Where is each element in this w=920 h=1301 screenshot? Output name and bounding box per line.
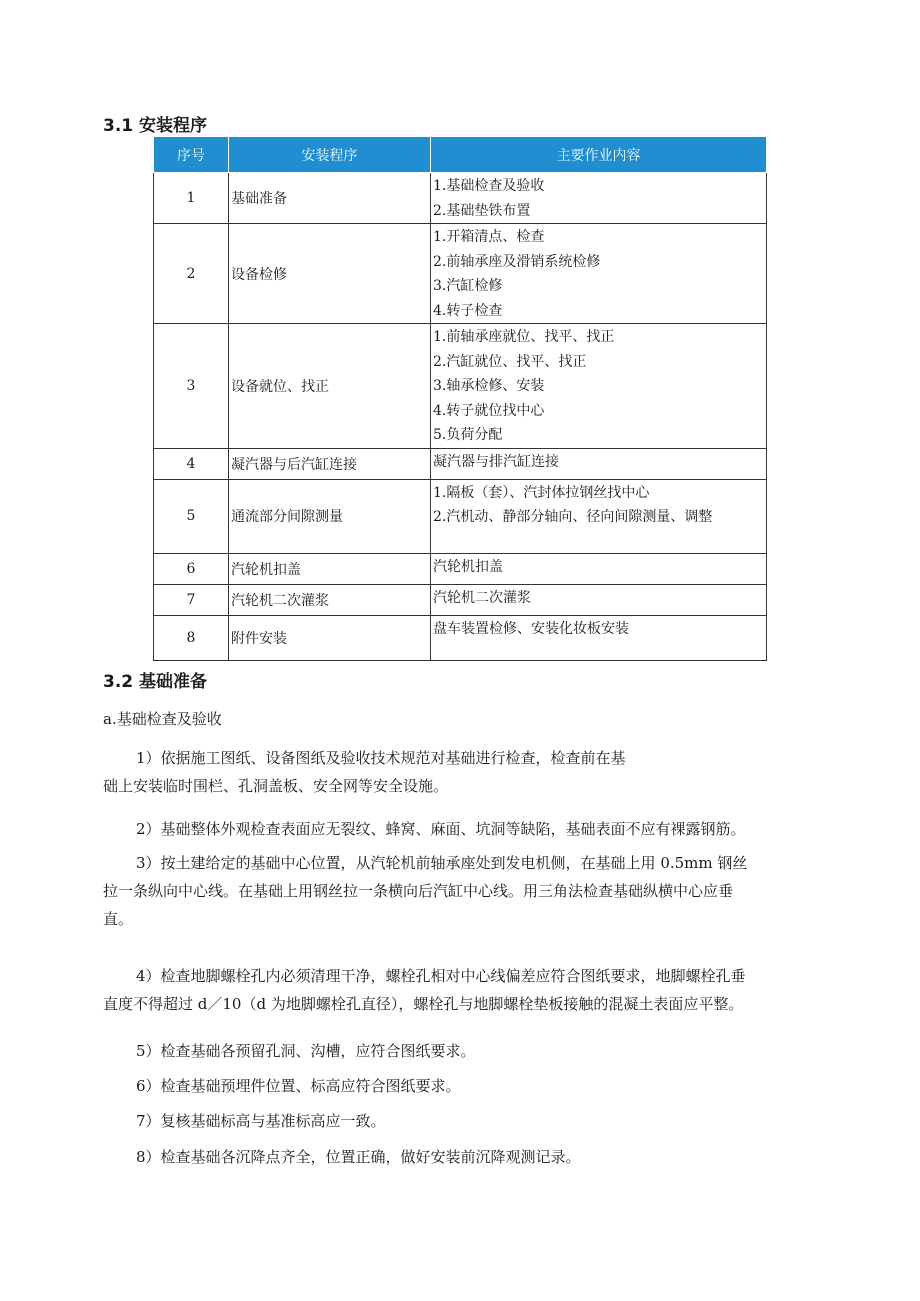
row-step: 附件安装 — [229, 615, 431, 660]
row-content — [431, 173, 767, 224]
content-item: 2.前轴承座及滑销系统检修 — [433, 253, 601, 270]
row-content — [431, 584, 767, 615]
table-row — [154, 584, 767, 615]
row-number: 2 — [154, 224, 229, 324]
section-3-2-title: 3.2 基础准备 — [103, 672, 208, 692]
table-row — [154, 479, 767, 553]
row-number: 4 — [154, 448, 229, 479]
paragraph-1: 1）依据施工图纸、设备图纸及验收技术规范对基础进行检查，检查前在基 础上安装临时围栏、孔洞盖板、安全网等安全设施。 — [103, 749, 626, 795]
content-item: 2.基础垫铁布置 — [433, 202, 531, 219]
paragraph-8: 8）检查基础各沉降点齐全，位置正确，做好安装前沉降观测记录。 — [136, 1148, 581, 1166]
paragraph-7: 7）复核基础标高与基准标高应一致。 — [136, 1112, 386, 1130]
content-item: 汽轮机扣盖 — [433, 558, 503, 575]
install-procedure-table — [153, 136, 767, 661]
content-item: 5.负荷分配 — [433, 427, 503, 443]
content-item: 凝汽器与排汽缸连接 — [433, 453, 559, 470]
section-3-1-title: 3.1 安装程序 — [103, 116, 208, 136]
table-row — [154, 224, 767, 324]
header-step: 安装程序 — [229, 137, 431, 173]
row-content — [431, 553, 767, 584]
header-no: 序号 — [154, 137, 229, 173]
row-number: 3 — [154, 324, 229, 449]
row-content — [431, 448, 767, 479]
row-step: 设备检修 — [229, 224, 431, 324]
paragraph-2: 2）基础整体外观检查表面应无裂纹、蜂窝、麻面、坑洞等缺陷，基础表面不应有裸露钢筋。 — [136, 820, 746, 838]
paragraph-5: 5）检查基础各预留孔洞、沟槽，应符合图纸要求。 — [136, 1042, 476, 1060]
row-content — [431, 615, 767, 660]
content-item: 1.基础检查及验收 — [433, 178, 545, 194]
content-item: 2.汽机动、静部分轴向、径向间隙测量、调整 — [433, 509, 713, 525]
content-item: 3.轴承检修、安装 — [433, 378, 545, 394]
content-item: 4.转子检查 — [433, 302, 503, 319]
table-row — [154, 553, 767, 584]
header-content: 主要作业内容 — [431, 137, 767, 173]
row-number: 7 — [154, 584, 229, 615]
content-item: 盘车装置检修、安装化妆板安装 — [433, 620, 629, 637]
content-item: 1.前轴承座就位、找平、找正 — [433, 329, 615, 345]
content-item: 2.汽缸就位、找平、找正 — [433, 353, 587, 370]
row-content — [431, 324, 767, 449]
row-step: 通流部分间隙测量 — [229, 479, 431, 553]
table-row — [154, 448, 767, 479]
table-row — [154, 324, 767, 449]
table-row — [154, 615, 767, 660]
row-number: 8 — [154, 615, 229, 660]
paragraph-6: 6）检查基础预埋件位置、标高应符合图纸要求。 — [136, 1077, 461, 1095]
row-step: 凝汽器与后汽缸连接 — [229, 448, 431, 479]
paragraph-4: 4）检查地脚螺栓孔内必须清理干净，螺栓孔相对中心线偏差应符合图纸要求，地脚螺栓孔垂 直度不得超过 d／10（d 为地脚螺栓孔直径），螺栓孔与地脚螺栓垫板接触的混凝土表面应平整。 — [103, 967, 746, 1013]
row-step: 汽轮机扣盖 — [229, 553, 431, 584]
row-number: 1 — [154, 173, 229, 224]
table-row — [154, 173, 767, 224]
content-item: 4.转子就位找中心 — [433, 402, 545, 419]
row-step: 基础准备 — [229, 173, 431, 224]
row-step: 汽轮机二次灌浆 — [229, 584, 431, 615]
content-item: 1.隔板（套）、汽封体拉钢丝找中心 — [433, 484, 650, 501]
row-content — [431, 224, 767, 324]
table-header-row — [154, 137, 767, 173]
row-step: 设备就位、找正 — [229, 324, 431, 449]
subsection-title: a.基础检查及验收 — [103, 710, 222, 728]
content-item: 3.汽缸检修 — [433, 278, 503, 294]
row-number: 5 — [154, 479, 229, 553]
paragraph-3: 3）按土建给定的基础中心位置，从汽轮机前轴承座处到发电机侧，在基础上用 0.5mm 钢丝 拉一条纵向中心线。在基础上用钢丝拉一条横向后汽缸中心线。用三角法检查基础纵横中心应垂 直。 — [103, 854, 748, 928]
row-number: 6 — [154, 553, 229, 584]
row-content — [431, 479, 767, 553]
content-item: 1.开箱清点、检查 — [433, 229, 545, 245]
content-item: 汽轮机二次灌浆 — [433, 589, 531, 606]
